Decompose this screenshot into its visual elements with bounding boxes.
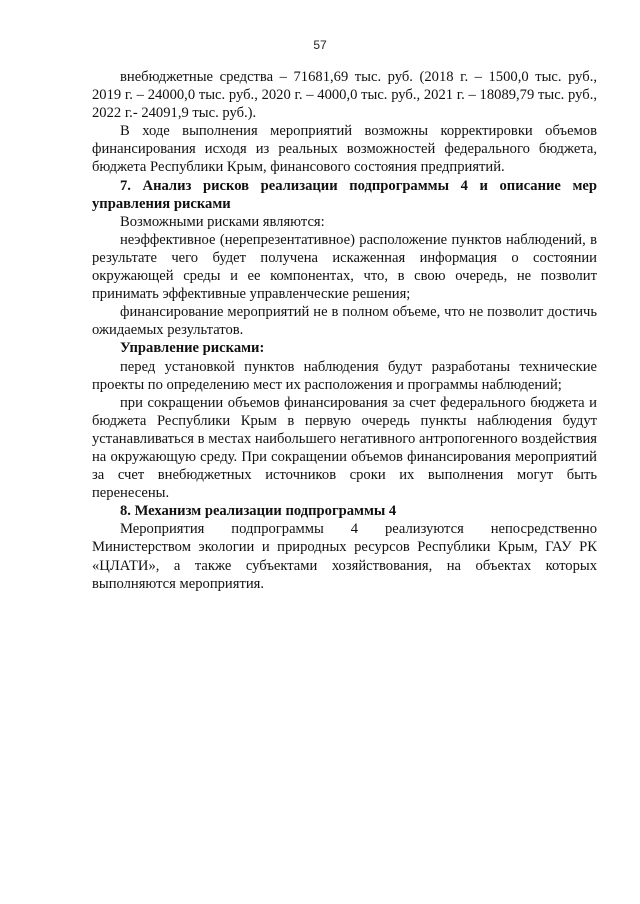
paragraph-adjustments: В ходе выполнения мероприятий возможны корректировки объемов финансирования исходя из реальных возможностей федерального бюджета, бюджета Республики Крым, финансового состояния предприятий. [92,123,597,176]
paragraph-technical-projects: перед установкой пунктов наблюдения будут разработаны технические проекты по определению мест их расположения и программы наблюдений; [92,358,597,393]
paragraph-funding-reduction: при сокращении объемов финансирования за счет федерального бюджета и бюджета Республики Крым в первую очередь пункты наблюдения будут устанавливаться в местах наибольшего негативного антропогенного воздействия на окружающую среду. При сокращении объемов финансирования мероприятий за счет внебюджетных источников сроки их выполнения могут быть перенесены. [92,394,597,502]
paragraph-extrabudgetary-funds: внебюджетные средства – 71681,69 тыс. руб. (2018 г. – 1500,0 тыс. руб., 2019 г. – 24000,0 тыс. руб., 2020 г. – 4000,0 тыс. руб., 2021 г. – 18089,79 тыс. руб., 2022 г.- 24091,9 тыс. руб.). [92,69,597,122]
document-body [92,68,597,593]
paragraph-implementation: Мероприятия подпрограммы 4 реализуются непосредственно Министерством экологии и природных ресурсов Республики Крым, ГАУ РК «ЦЛАТИ», а также субъектами хозяйствования, на объектах которых выполняются мероприятия. [92,521,597,592]
page-number: 57 [313,38,327,52]
paragraph-risk-placement: неэффективное (нерепрезентативное) расположение пунктов наблюдений, в результате чего будет получена искаженная информация о состоянии окружающей среды и ее компонентах, что, в свою очередь, не позволит принимать эффективные управленческие решения; [92,231,597,303]
subheading-risk-management: Управление рисками: [120,340,265,357]
section-heading-8: 8. Механизм реализации подпрограммы 4 [120,503,397,520]
paragraph-possible-risks: Возможными рисками являются: [120,213,325,230]
paragraph-risk-funding: финансирование мероприятий не в полном объеме, что не позволит достичь ожидаемых результатов. [92,304,597,339]
section-heading-7: 7. Анализ рисков реализации подпрограммы 4 и описание мер управления рисками [92,177,597,212]
